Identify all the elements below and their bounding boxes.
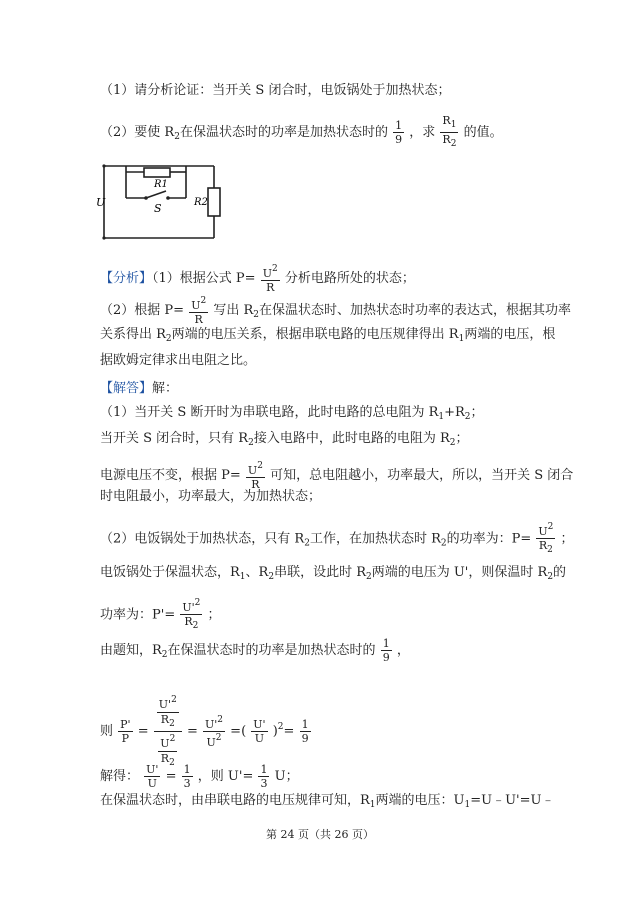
analysis-line-1: 【分析】（1）根据公式 P= $\frac{U^2}{R}$ 分析电路所处的状态； (100, 264, 415, 294)
label-S: S (154, 202, 162, 215)
label-R2: R2 (194, 197, 208, 208)
answer-line-9: 则 $\frac{P'}{P}$ = $\frac{\frac{U'^2}{R_2}}{\frac{U^2}{R_2}}$ = $\frac{U'^2}{U^2}$ =( $\frac{U'}{U}$ )$^2$= $\frac{1}{9}$ (100, 695, 309, 768)
answer-line-8: 由题知，$R_2$在保温状态时的功率是加热状态时的 $\frac{1}{9}$ ， (100, 637, 410, 664)
fraction-r1-r2: $\frac{R_1}{R_2}$ (442, 114, 457, 149)
page-footer: 第 24 页（共 26 页） (266, 828, 374, 841)
answer-line-4: 时电阻最小，功率最大，为加热状态； (100, 489, 322, 504)
answer-line-3: 电源电压不变，根据 P= $\frac{U^2}{R}$ 可知，总电阻越小，功率最大，所以，当开关 S 闭合 (100, 461, 574, 491)
question-2: （2）要使 $R_2$在保温状态时的功率是加热状态时的 $\frac{1}{9}$ ，求 $\frac{R_1}{R_2}$ 的值。 (100, 114, 503, 149)
answer-heading: 【解答】解： (100, 381, 179, 396)
answer-line-11: 在保温状态时，由串联电路的电压规律可知，$R_1$两端的电压：$U_1=U﹣U'=U﹣$ (100, 793, 555, 810)
label-R1: R1 (154, 179, 168, 190)
answer-line-6: 电饭锅处于保温状态，$R_1$、$R_2$串联，设此时 $R_2$两端的电压为 U'，则保温时 $R_2$的 (100, 565, 567, 582)
circuit-diagram (96, 158, 236, 248)
answer-line-2: 当开关 S 闭合时，只有 $R_2$接入电路中，此时电路的电阻为 $R_2$； (100, 431, 469, 448)
label-U: U (96, 196, 106, 209)
analysis-line-3: 关系得出 $R_2$两端的电压关系，根据串联电路的电压规律得出 $R_1$两端的电压，根 (100, 327, 556, 344)
answer-line-1: （1）当开关 S 断开时为串联电路，此时电路的总电阻为 $R_1+R_2$； (100, 405, 484, 422)
answer-line-7: 功率为：P'= $\frac{U'^2}{R_2}$ ； (100, 598, 221, 631)
fraction-one-ninth: $\frac{1}{9}$ (395, 119, 403, 146)
analysis-line-4: 据欧姆定律求出电阻之比。 (100, 353, 257, 368)
analysis-line-2: （2）根据 P= $\frac{U^2}{R}$ 写出 $R_2$在保温状态时、加热状态时功率的表达式，根据其功率 (100, 296, 572, 326)
answer-line-10: 解得： $\frac{U'}{U}$ = $\frac{1}{3}$ ，则 U'= $\frac{1}{3}$ U； (100, 763, 299, 790)
question-1: （1）请分析论证：当开关 S 闭合时，电饭锅处于加热状态； (100, 83, 451, 98)
answer-line-5: （2）电饭锅处于加热状态，只有 $R_2$工作，在加热状态时 $R_2$的功率为：P= $\frac{U^2}{R_2}$ ； (100, 522, 574, 555)
